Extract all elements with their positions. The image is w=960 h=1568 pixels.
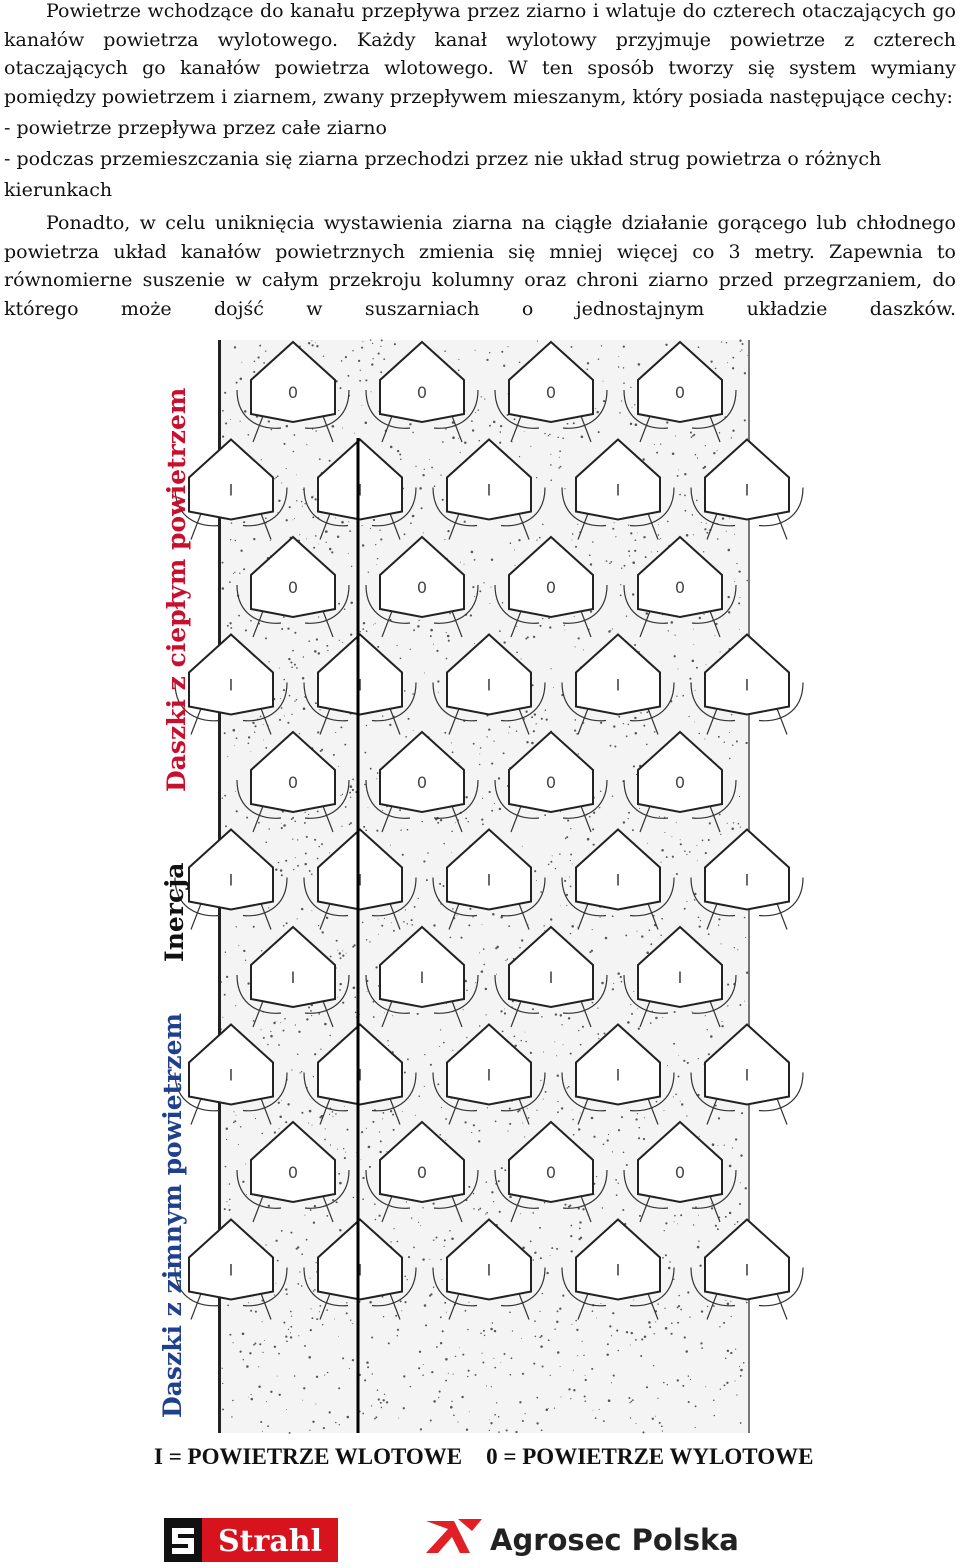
outlet-mark: 0 [674,1163,686,1182]
inlet-mark: I [290,968,296,987]
legend-inlet: I = POWIETRZE WLOTOWE [154,1444,463,1469]
legend [154,1444,837,1470]
inlet-mark: I [677,968,683,987]
outlet-mark: 0 [545,578,557,597]
second-paragraph: Ponadto, w celu uniknięcia wystawienia ziarna na ciągłe działanie gorącego lub chłodnego powietrza układ kanałów powietrznych zmienia się mniej więcej co 3 metry. Zapewnia to równomierne suszenie w całym przekroju kolumny oraz chroni ziarno przed przegrzaniem, do którego może dojść w suszarniach o jednostajnym układzie daszków. [4,212,956,320]
inlet-mark: I [228,1065,234,1085]
inlet-mark: I [357,870,363,890]
svg-text:Strahl: Strahl [218,1524,322,1559]
svg-text:Agrosec Polska: Agrosec Polska [490,1523,739,1557]
inlet-mark: I [419,968,425,987]
bullet-air-through-grain: - powietrze przepływa przez całe ziarno [4,117,387,139]
outlet-mark: 0 [287,1163,299,1182]
inlet-mark: I [615,870,621,890]
outlet-mark: 0 [287,383,299,402]
inlet-mark: I [486,480,492,500]
inlet-mark: I [486,870,492,890]
inlet-mark: I [486,675,492,695]
inlet-mark: I [228,480,234,500]
outlet-mark: 0 [545,773,557,792]
outlet-mark: 0 [416,1163,428,1182]
inlet-mark: I [744,870,750,890]
outlet-mark: 0 [416,773,428,792]
inlet-mark: I [228,675,234,695]
agrosec-logo [424,1515,764,1561]
inlet-mark: I [744,675,750,695]
inlet-mark: I [615,675,621,695]
inlet-mark: I [548,968,554,987]
strahl-logo [164,1518,338,1562]
outlet-mark: 0 [674,383,686,402]
inlet-mark: I [486,1065,492,1085]
outlet-mark: 0 [674,773,686,792]
inlet-mark: I [615,1065,621,1085]
outlet-mark: 0 [287,773,299,792]
warm-air-roofs-label: Daszki z ciepłym powietrzem [162,387,191,792]
inlet-mark: I [357,675,363,695]
inlet-mark: I [615,1260,621,1280]
legend-outlet: 0 = POWIETRZE WYLOTOWE [486,1444,814,1469]
inlet-mark: I [744,1065,750,1085]
inlet-mark: I [486,1260,492,1280]
outlet-mark: 0 [287,578,299,597]
outlet-mark: 0 [416,578,428,597]
inlet-mark: I [615,480,621,500]
outlet-mark: 0 [416,383,428,402]
outlet-mark: 0 [545,1163,557,1182]
outlet-mark: 0 [674,578,686,597]
inlet-mark: I [228,870,234,890]
inlet-mark: I [744,1260,750,1280]
inlet-mark: I [744,480,750,500]
inertia-label: Inercja [160,862,189,962]
inlet-mark: I [357,480,363,500]
inlet-mark: I [357,1065,363,1085]
inlet-mark: I [228,1260,234,1280]
cold-air-roofs-label: Daszki z zimnym powietrzem [158,1013,187,1418]
inlet-mark: I [357,1260,363,1280]
roof-duct-diagram [218,340,750,1433]
bullet-air-streams: - podczas przemieszczania się ziarna przechodzi przez nie układ strug powietrza o różnych kierunkach [4,148,882,201]
intro-paragraph: Powietrze wchodzące do kanału przepływa przez ziarno i wlatuje do czterech otaczających go kanałów powietrza wylotowego. Każdy kanał wylotowy przyjmuje powietrze z czterech otaczających go kanałów powietrza wlotowego. W ten sposób tworzy się system wymiany pomiędzy powietrzem i ziarnem, zwany przepływem mieszanym, który posiada następujące cechy: [4,0,956,108]
outlet-mark: 0 [545,383,557,402]
